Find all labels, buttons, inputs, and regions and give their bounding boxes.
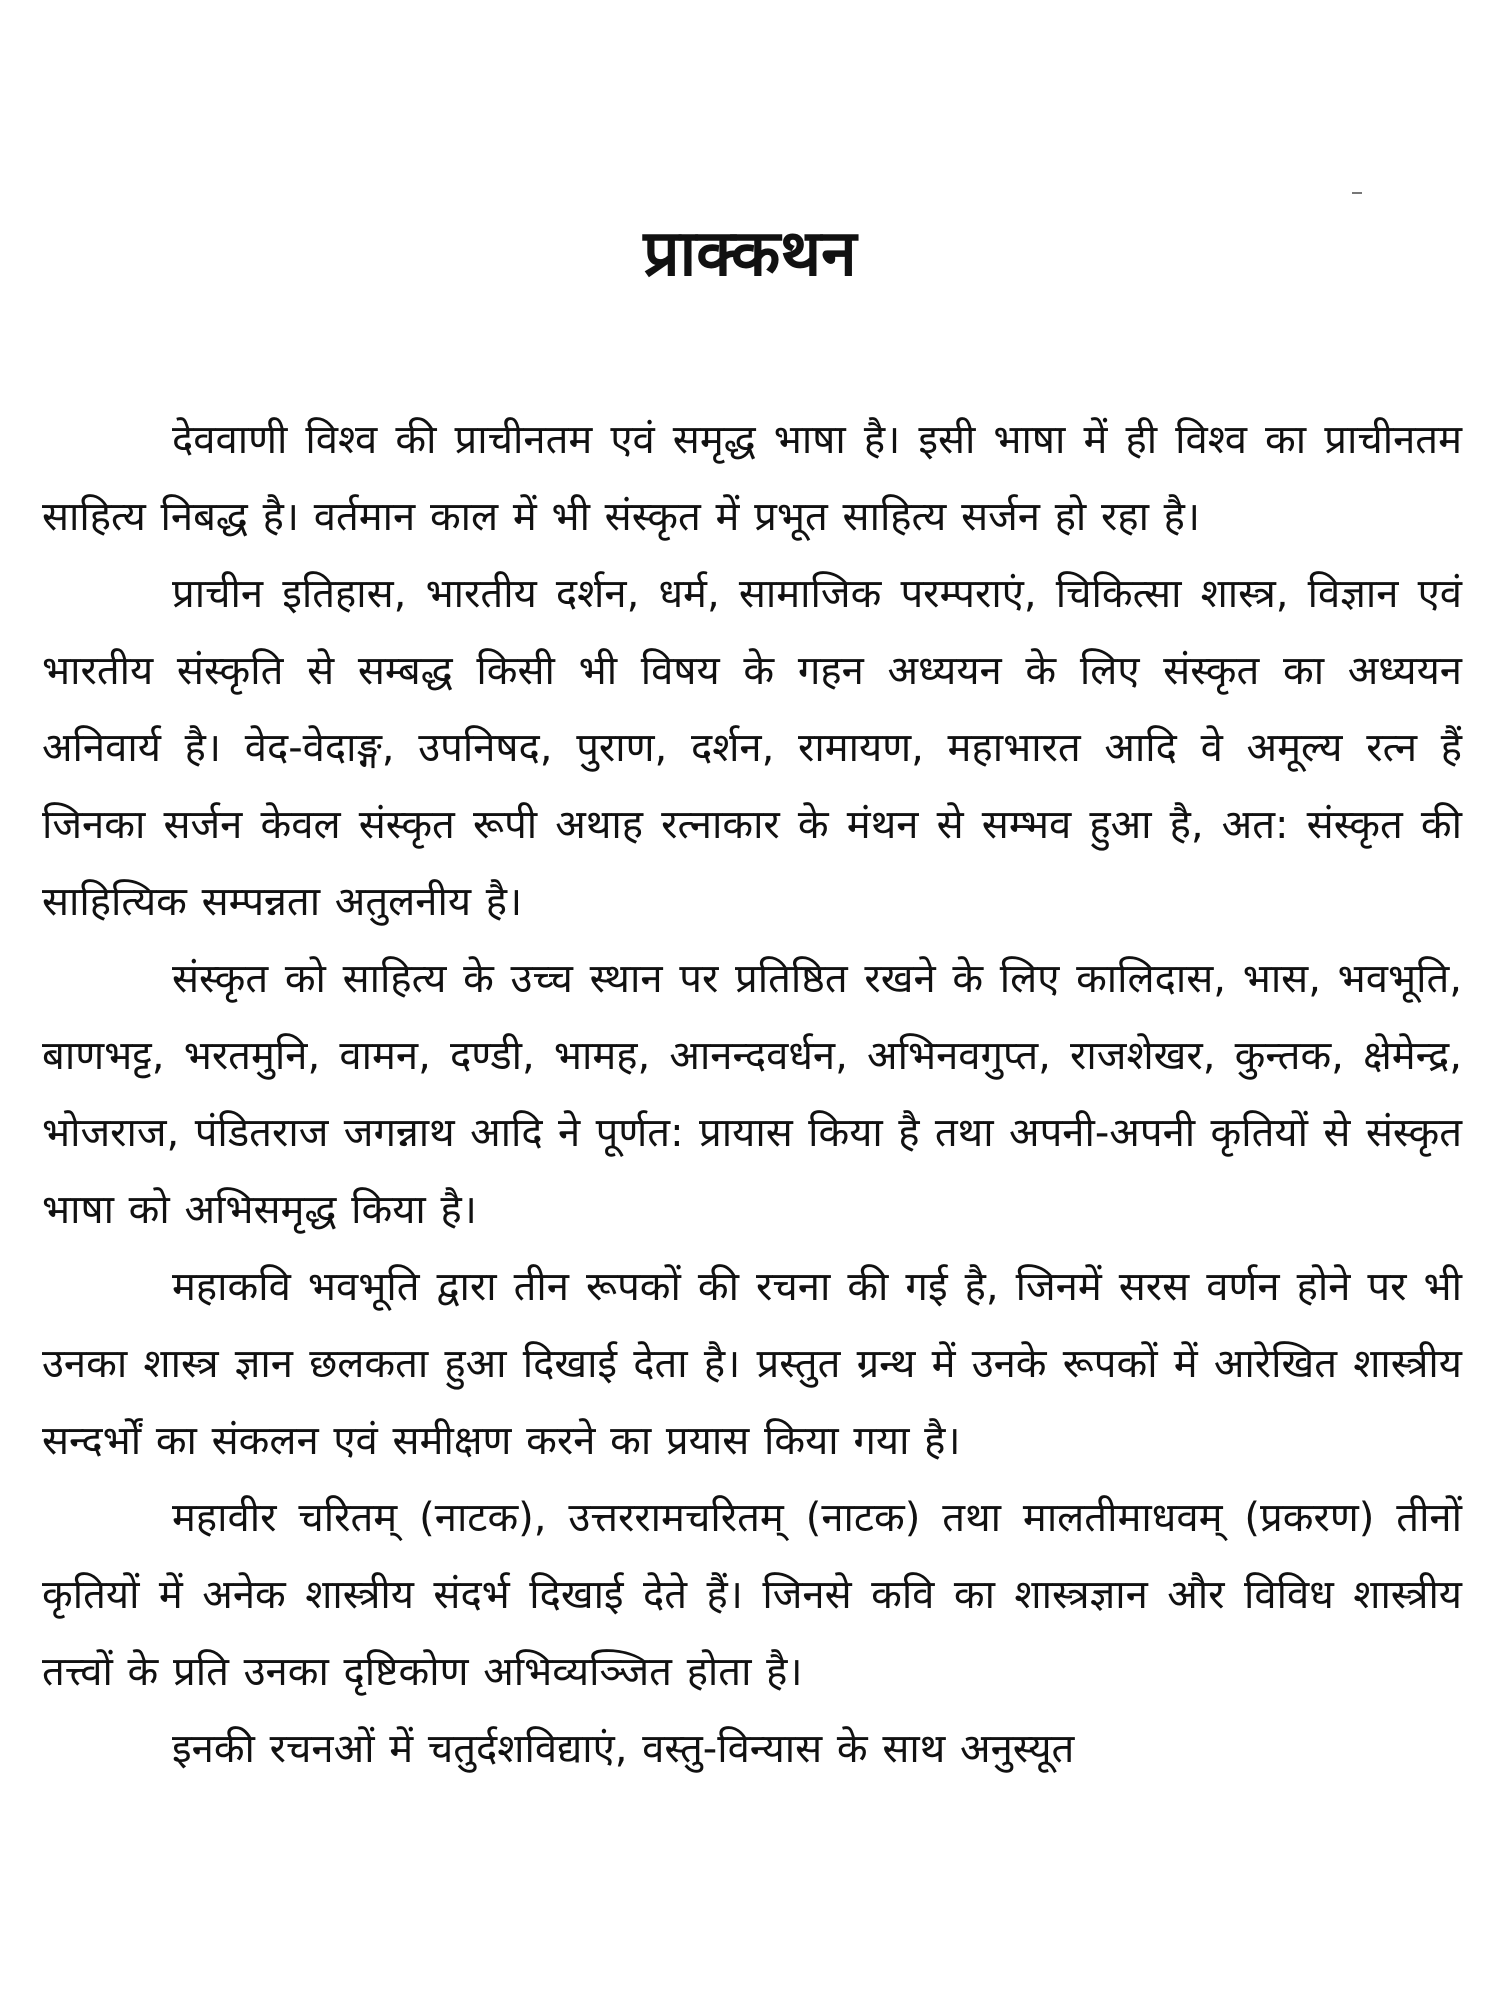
paragraph-3: संस्कृत को साहित्य के उच्च स्थान पर प्रतिष्ठित रखने के लिए कालिदास, भास, भवभूति, बाणभट्ट, भरतमुनि, वामन, दण्डी, भामह, आनन्दवर्धन, अभिनवगुप्त, राजशेखर, कुन्तक, क्षेमेन्द्र, भोजराज, पंडितराज जगन्नाथ आदि ने पूर्णत: प्रायास किया है तथा अपनी-अपनी कृतियों से संस्कृत भाषा को अभिसमृद्ध किया है। [42,956,1462,1233]
paragraph-2: प्राचीन इतिहास, भारतीय दर्शन, धर्म, सामाजिक परम्पराएं, चिकित्सा शास्त्र, विज्ञान एवं भारतीय संस्कृति से सम्बद्ध किसी भी विषय के गहन अध्ययन के लिए संस्कृत का अध्ययन अनिवार्य है। वेद-वेदाङ्ग, उपनिषद, पुराण, दर्शन, रामायण, महाभारत आदि वे अमूल्य रत्न हैं जिनका सर्जन केवल संस्कृत रूपी अथाह रत्नाकार के मंथन से सम्भव हुआ है, अत: संस्कृत की साहित्यिक सम्पन्नता अतुलनीय है। [42,571,1462,925]
paragraph-6: इनकी रचनओं में चतुर्दशविद्याएं, वस्तु-विन्यास के साथ अनुस्यूत [172,1726,1075,1772]
body-text [42,402,1462,1788]
paragraph-1: देववाणी विश्व की प्राचीनतम एवं समृद्ध भाषा है। इसी भाषा में ही विश्व का प्राचीनतम साहित्य निबद्ध है। वर्तमान काल में भी संस्कृत में प्रभूत साहित्य सर्जन हो रहा है। [42,417,1462,540]
scan-speck [1352,192,1362,194]
paragraph-5: महावीर चरितम् (नाटक), उत्तररामचरितम् (नाटक) तथा मालतीमाधवम् (प्रकरण) तीनों कृतियों में अनेक शास्त्रीय संदर्भ दिखाई देते हैं। जिनसे कवि का शास्त्रज्ञान और विविध शास्त्रीय तत्त्वों के प्रति उनका दृष्टिकोण अभिव्यञ्जित होता है। [42,1495,1462,1695]
paragraph-4: महाकवि भवभूति द्वारा तीन रूपकों की रचना की गई है, जिनमें सरस वर्णन होने पर भी उनका शास्त्र ज्ञान छलकता हुआ दिखाई देता है। प्रस्तुत ग्रन्थ में उनके रूपकों में आरेखित शास्त्रीय सन्दर्भों का संकलन एवं समीक्षण करने का प्रयास किया गया है। [42,1264,1462,1464]
page-title: प्राक्कथन [643,217,857,291]
